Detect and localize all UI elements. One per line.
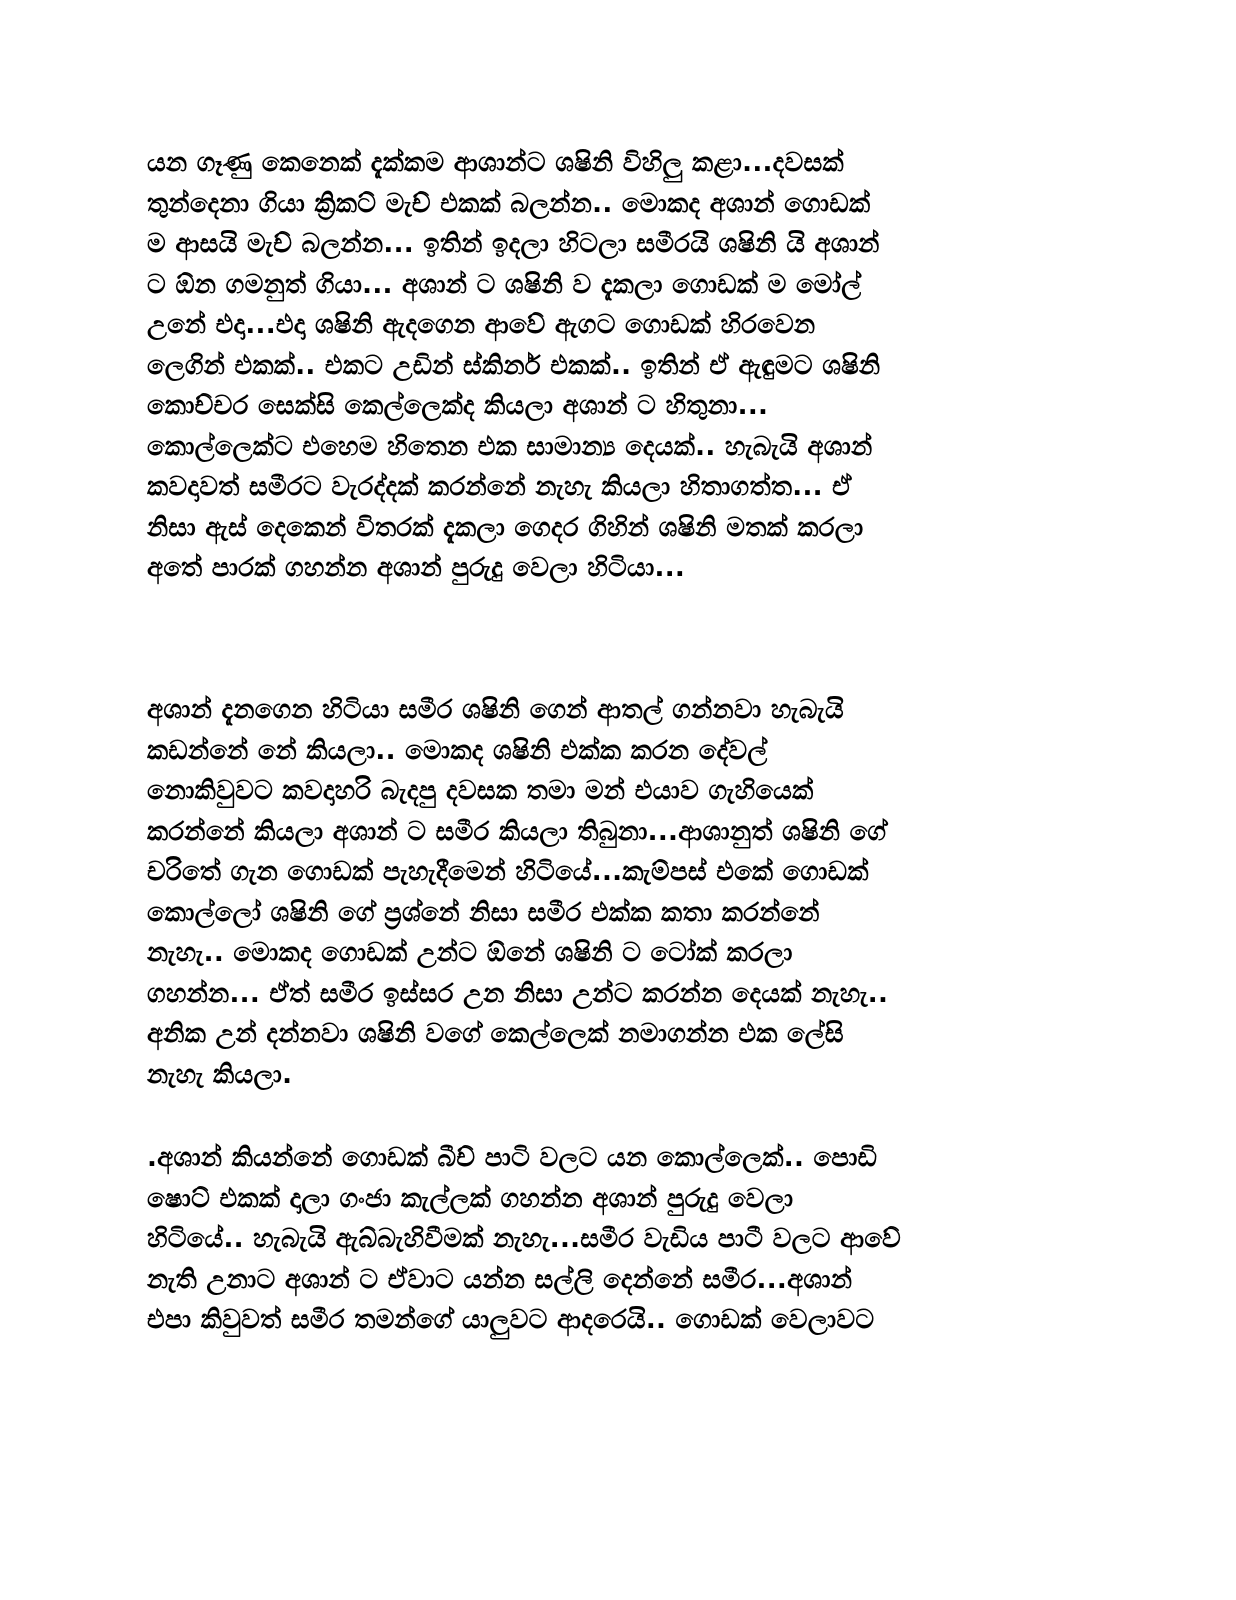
text-line: අතේ පාරක් ගහන්න අශාන් පුරුදු වෙලා හිටියා... — [147, 553, 686, 583]
text-line: අනික උන් දන්නවා ශෂිනි වගේ කෙල්ලෙක් නමාගන්න එක ලේසි — [147, 1019, 844, 1049]
text-line: නිසා ඇස් දෙකෙන් විතරක් දැකලා ගෙදර ගිහින් ශෂිනි මතක් කරලා — [147, 512, 864, 543]
text-line: චරිතේ ගැන ගොඩක් පැහැදීමෙන් හිටියේ...කැම්පස් එකේ ගොඩක් — [147, 857, 869, 887]
text-line: කඩන්නේ නේ කියලා.. මොකද ශෂිනි එක්ක කරන දේවල් — [147, 735, 768, 766]
text-line: යන ගෑණු කෙනෙක් දැක්කම ආශාන්ට ශෂිනි විහිලු කළා...දවසක් — [147, 148, 844, 178]
text-line: නැහැ කියලා. — [147, 1059, 293, 1090]
text-line: .අශාන් කියන්නේ ගොඩක් බීච් පාටි වලට යන කොල්ලෙක්.. පොඩි — [147, 1143, 878, 1173]
paragraph-3 — [147, 1138, 1087, 1341]
text-line: ලෙගින් එකක්.. එකට උඩින් ස්කිනර් එකක්.. ඉතින් ඒ ඇඳුමට ශෂිනි — [147, 350, 881, 381]
text-line: නැති උනාට අශාන් ට ඒවාට යන්න සල්ලි දෙන්නේ සමීර...අශාන් — [147, 1264, 853, 1295]
paragraph-1 — [147, 143, 1087, 589]
text-line: නොකිවුවට කවදාහරි බැදපු දවසක තමා මන් එයාව ගැහියෙක් — [147, 776, 814, 806]
text-line: හිටියේ.. හැබැයි ඇබ්බැහිවීමක් නැහැ...සමීර වැඩිය පාටී වලට ආවේ — [147, 1224, 902, 1254]
text-line: ට ඕන ගමනුත් ගියා... අශාන් ට ශෂිනි ව දැකලා ගොඩක් ම මෝල් — [147, 269, 862, 300]
text-line: තුන්දෙනා ගියා ක්‍රිකට් මැච් එකක් බලන්න.. මොකද අශාන් ගොඩක් — [147, 188, 871, 219]
paragraph-2 — [147, 690, 1087, 1095]
text-line: ම ආසයි මැච් බලන්න... ඉතින් ඉදලා හිටලා සමීරයි ශෂිනි යි අශාන් — [147, 229, 880, 259]
text-line: එපා කිවුවත් සමීර තමන්ගේ යාලුවට ආදරෙයි.. ගොඩක් වෙලාවට — [147, 1305, 875, 1335]
text-line: උනේ එදා...එදා ශෂිනි ඇදගෙන ආවේ ඇගට ගොඩක් හිරවෙන — [147, 310, 816, 340]
text-line: අශාන් දැනගෙන හිටියා සමීර ශෂිනි ගෙන් ආතල් ගන්නවා හැබැයි — [147, 695, 844, 725]
text-line: කරන්නේ කියලා අශාන් ට සමීර කියලා තිබුනා...ආශානුත් ශෂිනි ගේ — [147, 816, 887, 847]
text-line: ෂොට් එකක් දාලා ගංජා කැල්ලක් ගහන්න අශාන් පුරුදු වෙලා — [147, 1183, 794, 1214]
text-line: කොච්චර සෙක්සි කෙල්ලෙක්ද කියලා අශාන් ට හිතුනා... — [147, 391, 769, 421]
text-line: කොල්ලෝ ශෂිනි ගේ ප්‍රශ්නේ නිසා සමීර එක්ක කතා කරන්නේ — [147, 897, 820, 928]
text-line: කොල්ලෙක්ට එහෙම හිතෙන එක සාමාන්‍ය දෙයක්.. හැබැයි අශාන් — [147, 431, 873, 462]
text-line: ගහන්න... ඒත් සමීර ඉස්සර උන නිසා උන්ට කරන්න දෙයක් නැහැ.. — [147, 978, 889, 1009]
text-line: නැහැ.. මොකද ගොඩක් උන්ට ඕනේ ශෂිනි ට ටෝක් කරලා — [147, 938, 793, 968]
text-line: කවදාවත් සමීරට වැරද්දක් කරන්නේ නැහැ කියලා හිතාගත්ත... ඒ — [147, 472, 852, 502]
